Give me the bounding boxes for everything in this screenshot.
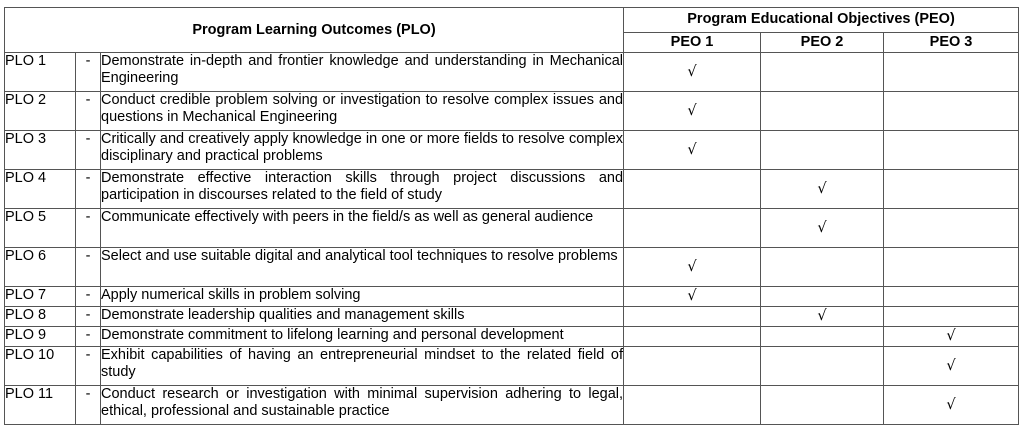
peo-1-cell bbox=[624, 92, 761, 131]
plo-code: PLO 3 bbox=[5, 131, 76, 170]
plo-code: PLO 8 bbox=[5, 307, 76, 327]
plo-code: PLO 11 bbox=[5, 386, 76, 425]
plo-dash: - bbox=[76, 248, 101, 287]
peo-2-cell bbox=[761, 92, 884, 131]
peo-3-cell bbox=[884, 53, 1019, 92]
peo-2-cell bbox=[761, 209, 884, 248]
check-mark-icon: √ bbox=[946, 357, 956, 374]
plo-code: PLO 6 bbox=[5, 248, 76, 287]
peo-1-cell bbox=[624, 347, 761, 386]
peo-2-cell bbox=[761, 307, 884, 327]
peo-2-cell bbox=[761, 287, 884, 307]
plo-description: Exhibit capabilities of having an entrepreneurial mindset to the related field of study bbox=[101, 347, 624, 386]
check-mark-icon: √ bbox=[817, 180, 827, 197]
plo-description: Demonstrate commitment to lifelong learning and personal development bbox=[101, 327, 624, 347]
check-mark-icon: √ bbox=[687, 288, 697, 304]
peo-3-cell bbox=[884, 307, 1019, 327]
peo-2-cell bbox=[761, 131, 884, 170]
peo-2-cell bbox=[761, 386, 884, 425]
plo-row bbox=[5, 307, 1019, 327]
plo-row bbox=[5, 170, 1019, 209]
peo-1-header: PEO 1 bbox=[624, 32, 761, 52]
check-mark-icon: √ bbox=[687, 258, 697, 275]
peo-2-cell bbox=[761, 170, 884, 209]
plo-dash: - bbox=[76, 307, 101, 327]
plo-description: Conduct research or investigation with minimal supervision adhering to legal, ethical, professional and sustainable practice bbox=[101, 386, 624, 425]
peo-1-cell bbox=[624, 287, 761, 307]
plo-row bbox=[5, 347, 1019, 386]
plo-dash: - bbox=[76, 287, 101, 307]
plo-dash: - bbox=[76, 170, 101, 209]
peo-header: Program Educational Objectives (PEO) bbox=[624, 8, 1019, 33]
plo-row bbox=[5, 92, 1019, 131]
plo-description: Demonstrate effective interaction skills through project discussions and participation in discourses related to the field of study bbox=[101, 170, 624, 209]
plo-dash: - bbox=[76, 53, 101, 92]
plo-code: PLO 10 bbox=[5, 347, 76, 386]
plo-row bbox=[5, 386, 1019, 425]
peo-3-cell bbox=[884, 347, 1019, 386]
peo-3-cell bbox=[884, 209, 1019, 248]
peo-1-cell bbox=[624, 170, 761, 209]
plo-description: Demonstrate in-depth and frontier knowledge and understanding in Mechanical Engineering bbox=[101, 53, 624, 92]
plo-row bbox=[5, 131, 1019, 170]
peo-1-cell bbox=[624, 53, 761, 92]
plo-header: Program Learning Outcomes (PLO) bbox=[5, 8, 624, 53]
plo-row bbox=[5, 327, 1019, 347]
peo-3-cell bbox=[884, 248, 1019, 287]
peo-2-cell bbox=[761, 347, 884, 386]
check-mark-icon: √ bbox=[817, 219, 827, 236]
check-mark-icon: √ bbox=[946, 396, 956, 413]
peo-3-cell bbox=[884, 327, 1019, 347]
check-mark-icon: √ bbox=[946, 328, 956, 344]
plo-dash: - bbox=[76, 386, 101, 425]
peo-2-cell bbox=[761, 327, 884, 347]
plo-dash: - bbox=[76, 92, 101, 131]
plo-code: PLO 1 bbox=[5, 53, 76, 92]
plo-row bbox=[5, 53, 1019, 92]
plo-description: Communicate effectively with peers in the field/s as well as general audience bbox=[101, 209, 624, 248]
plo-dash: - bbox=[76, 209, 101, 248]
peo-1-cell bbox=[624, 209, 761, 248]
peo-1-cell bbox=[624, 327, 761, 347]
peo-3-cell bbox=[884, 386, 1019, 425]
peo-3-cell bbox=[884, 170, 1019, 209]
plo-description: Critically and creatively apply knowledge in one or more fields to resolve complex disciplinary and practical problems bbox=[101, 131, 624, 170]
peo-3-cell bbox=[884, 131, 1019, 170]
plo-description: Apply numerical skills in problem solving bbox=[101, 287, 624, 307]
plo-code: PLO 9 bbox=[5, 327, 76, 347]
plo-dash: - bbox=[76, 347, 101, 386]
peo-1-cell bbox=[624, 307, 761, 327]
plo-code: PLO 4 bbox=[5, 170, 76, 209]
plo-code: PLO 7 bbox=[5, 287, 76, 307]
plo-dash: - bbox=[76, 327, 101, 347]
plo-description: Select and use suitable digital and analytical tool techniques to resolve problems bbox=[101, 248, 624, 287]
peo-3-cell bbox=[884, 287, 1019, 307]
plo-dash: - bbox=[76, 131, 101, 170]
check-mark-icon: √ bbox=[687, 102, 697, 119]
peo-3-header: PEO 3 bbox=[884, 32, 1019, 52]
plo-table-body bbox=[5, 53, 1019, 425]
plo-code: PLO 5 bbox=[5, 209, 76, 248]
plo-description: Conduct credible problem solving or investigation to resolve complex issues and questions in Mechanical Engineering bbox=[101, 92, 624, 131]
peo-1-cell bbox=[624, 131, 761, 170]
plo-peo-mapping-table bbox=[4, 7, 1019, 425]
peo-1-cell bbox=[624, 386, 761, 425]
peo-2-cell bbox=[761, 53, 884, 92]
peo-1-cell bbox=[624, 248, 761, 287]
peo-2-header: PEO 2 bbox=[761, 32, 884, 52]
check-mark-icon: √ bbox=[687, 141, 697, 158]
plo-description: Demonstrate leadership qualities and management skills bbox=[101, 307, 624, 327]
check-mark-icon: √ bbox=[687, 63, 697, 80]
plo-row bbox=[5, 248, 1019, 287]
plo-row bbox=[5, 287, 1019, 307]
peo-2-cell bbox=[761, 248, 884, 287]
check-mark-icon: √ bbox=[817, 308, 827, 324]
plo-code: PLO 2 bbox=[5, 92, 76, 131]
peo-3-cell bbox=[884, 92, 1019, 131]
plo-row bbox=[5, 209, 1019, 248]
